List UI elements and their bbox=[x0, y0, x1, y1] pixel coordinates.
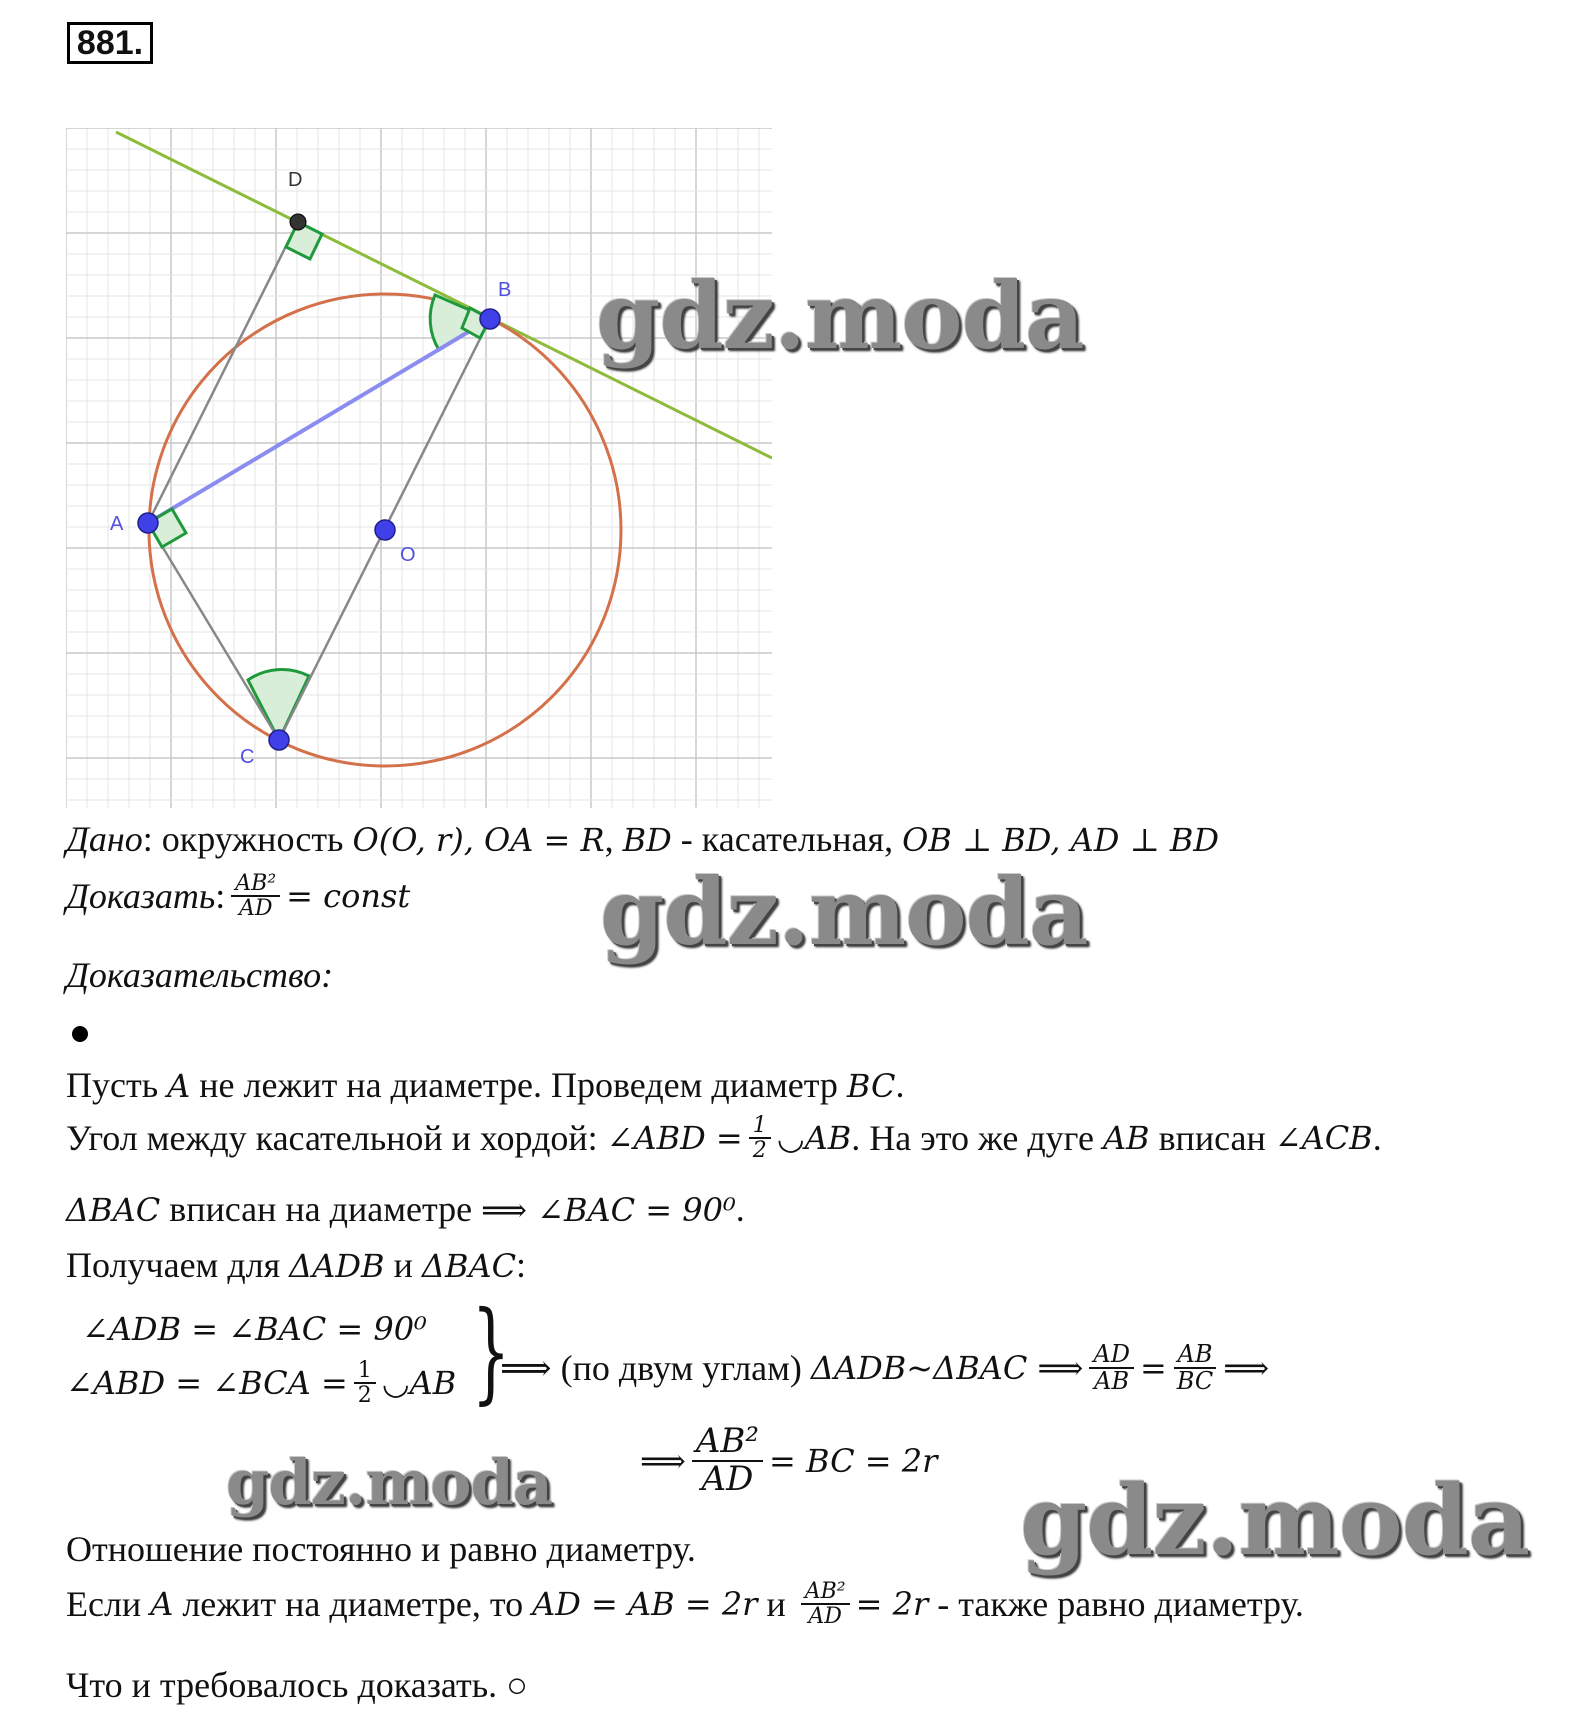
given-perp: OB ⊥ BD, AD ⊥ BD bbox=[902, 821, 1220, 859]
math: ∠ADB = ∠BAC = 90⁰ bbox=[82, 1310, 427, 1348]
proof-line-6 bbox=[66, 1580, 1304, 1628]
given-bd: BD bbox=[622, 821, 672, 859]
text: . bbox=[895, 1065, 905, 1105]
text: и bbox=[384, 1245, 422, 1285]
math: ∠ABD = bbox=[606, 1119, 743, 1158]
text: вписан bbox=[1149, 1118, 1275, 1159]
numerator: 1 bbox=[749, 1114, 771, 1139]
text: . На это же дуге bbox=[851, 1118, 1103, 1159]
system-row-2 bbox=[66, 1356, 456, 1410]
watermark: gdz.moda bbox=[1020, 1464, 1530, 1577]
point-b bbox=[480, 309, 500, 329]
grid bbox=[66, 128, 772, 808]
text: Если bbox=[66, 1584, 151, 1625]
math: = bbox=[1139, 1349, 1167, 1388]
label-a: A bbox=[110, 513, 124, 535]
text: и bbox=[757, 1584, 795, 1625]
given-tangent-text: - касательная, bbox=[671, 819, 903, 859]
prove-line bbox=[66, 872, 410, 920]
text: - также равно диаметру. bbox=[928, 1584, 1304, 1625]
prove-denominator: AD bbox=[238, 896, 273, 922]
prove-fraction bbox=[231, 872, 280, 920]
text: не лежит на диаметре. Проведем диаметр bbox=[190, 1065, 847, 1105]
problem-number: 881. bbox=[67, 22, 153, 64]
given-label: Дано bbox=[66, 819, 143, 859]
label-b: B bbox=[498, 279, 512, 301]
proof-line-4 bbox=[66, 1244, 526, 1286]
proof-label: Доказательство: bbox=[66, 955, 334, 995]
proof-line-3 bbox=[66, 1188, 745, 1230]
denominator: AB bbox=[1094, 1367, 1130, 1396]
math: ⟹ bbox=[640, 1441, 686, 1480]
proof-line-2 bbox=[66, 1114, 1382, 1162]
system-brace: } bbox=[471, 1287, 511, 1415]
given-circle: O(O, r), OA = R bbox=[352, 821, 605, 859]
text: ⟹ (по двум углам) bbox=[500, 1348, 811, 1389]
math: A bbox=[150, 1585, 174, 1624]
math: BC bbox=[846, 1067, 896, 1105]
prove-numerator: AB² bbox=[231, 872, 280, 897]
math: A bbox=[167, 1067, 191, 1105]
point-d bbox=[290, 214, 306, 230]
point-c bbox=[269, 730, 289, 750]
math: ◡AB bbox=[381, 1364, 457, 1402]
point-a bbox=[138, 513, 158, 533]
given-line bbox=[66, 818, 1219, 860]
math: ⟹ ∠BAC = 90⁰ bbox=[481, 1191, 736, 1229]
math: AD = AB = 2r bbox=[532, 1585, 758, 1624]
text: Получаем для bbox=[66, 1245, 290, 1285]
similarity-line bbox=[500, 1342, 1269, 1394]
math: ◡AB bbox=[776, 1119, 852, 1158]
math: ∠ABD = ∠BCA = bbox=[66, 1364, 348, 1402]
text: . bbox=[735, 1189, 745, 1229]
l6-fraction bbox=[801, 1580, 850, 1628]
watermark: gdz.moda bbox=[600, 858, 1088, 966]
math: = 2r bbox=[855, 1585, 929, 1624]
prove-colon: : bbox=[215, 876, 226, 917]
math: ΔADB~ΔBAC ⟹ bbox=[810, 1349, 1084, 1388]
math: ΔBAC bbox=[66, 1191, 161, 1229]
watermark: gdz.moda bbox=[226, 1446, 552, 1519]
numerator: AB² bbox=[801, 1580, 850, 1605]
denominator: 2 bbox=[357, 1383, 372, 1408]
math: ∠ACB bbox=[1274, 1119, 1373, 1158]
denominator: 2 bbox=[752, 1138, 767, 1164]
math: ΔBAC bbox=[421, 1247, 517, 1285]
half-fraction bbox=[749, 1114, 771, 1162]
numerator: AB bbox=[1174, 1342, 1217, 1369]
text: : bbox=[516, 1245, 527, 1285]
math: ⟹ bbox=[1223, 1349, 1270, 1388]
proof-line-5: Отношение постоянно и равно диаметру. bbox=[66, 1529, 696, 1569]
text: Пусть bbox=[66, 1065, 168, 1105]
prove-rhs: = const bbox=[286, 877, 411, 916]
denominator: AD bbox=[701, 1458, 754, 1499]
point-o bbox=[375, 520, 395, 540]
system-row-1 bbox=[66, 1302, 456, 1356]
angle-system bbox=[66, 1302, 456, 1410]
proof-line-1 bbox=[66, 1064, 904, 1106]
given-text: : окружность bbox=[142, 819, 353, 859]
result-fraction bbox=[692, 1421, 763, 1499]
text: лежит на диаметре, то bbox=[173, 1584, 533, 1625]
watermark: gdz.moda bbox=[596, 262, 1084, 370]
label-c: C bbox=[240, 746, 255, 768]
numerator: 1 bbox=[354, 1359, 376, 1384]
denominator: BC bbox=[1176, 1367, 1214, 1396]
ratio-ad-ab bbox=[1089, 1342, 1134, 1394]
proof-line-7: Что и требовалось доказать. ○ bbox=[66, 1665, 528, 1705]
prove-label: Доказать bbox=[66, 876, 216, 917]
math: AB bbox=[1102, 1119, 1150, 1158]
math: ΔADB bbox=[289, 1247, 385, 1285]
denominator: AD bbox=[808, 1604, 842, 1630]
label-d: D bbox=[288, 169, 303, 191]
text: вписан на диаметре bbox=[160, 1189, 482, 1229]
half-fraction bbox=[354, 1359, 376, 1407]
numerator: AB² bbox=[692, 1424, 763, 1462]
given-sep: , bbox=[604, 819, 623, 859]
label-o: O bbox=[400, 544, 416, 566]
ratio-ab-bc bbox=[1173, 1342, 1217, 1394]
math: = BC = 2r bbox=[769, 1441, 938, 1480]
text: Угол между касательной и хордой: bbox=[66, 1118, 607, 1159]
text: . bbox=[1372, 1118, 1382, 1159]
result-line bbox=[640, 1421, 938, 1499]
geometry-figure bbox=[66, 128, 772, 808]
bullet bbox=[72, 1026, 88, 1042]
numerator: AD bbox=[1089, 1342, 1134, 1369]
